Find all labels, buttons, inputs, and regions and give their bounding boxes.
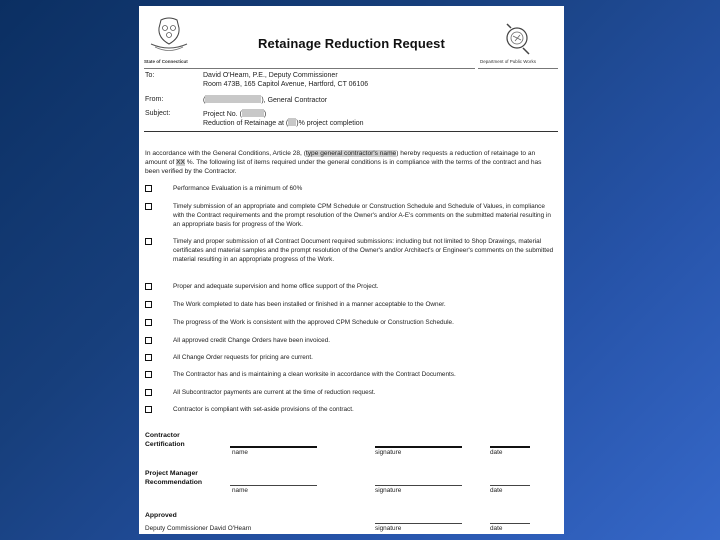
approver-signature-line[interactable] [375,523,462,524]
intro-text-1: In accordance with the General Conditions, Article 28, ( [145,150,306,157]
header-divider [144,68,558,69]
approved-heading: Approved [145,512,177,519]
checkbox[interactable] [145,337,152,344]
checkbox[interactable] [145,389,152,396]
contractor-signature-line[interactable] [375,446,462,448]
state-seal-caption: State of Connecticut [144,59,188,64]
checkbox[interactable] [145,301,152,308]
document-title: Retainage Reduction Request [258,36,445,51]
intro-text-2: ) hereby requests a reduction of retainage to an amount of [145,150,536,166]
subject-label: Subject: [145,110,171,117]
signature-label: signature [375,525,402,532]
from-prefix: ( [203,97,206,104]
contractor-heading-2: Certification [145,441,185,448]
from-suffix: ), General Contractor [261,97,328,104]
retainage-prefix: Reduction of Retainage at ( [203,120,289,127]
signature-label: signature [375,487,402,494]
document-page: State of Connecticut Department of Public Works Retainage Reduction Request To: David O'Hearn, P.E., Deputy Commissioner Room 473B, 165 Capitol Avenue, Hartford, CT 06106 From: ( ), General Contractor Subject: Project No. ( ) Reduction of Retainage at ( )% project completion In accordance with the General Conditions, Article 28, (type general contractor's name) hereby requests a reduction of retainage to an amount of XX %. The following list of items required under the general conditions is in compliance with the terms of the contract and has been verified by the Contractor. Performance Evaluation is a minimum of 60% Timely submission of an appropriate and complete CPM Schedule or Construction Schedule and Schedule of Values, in compliance with the Contract requirements and the prompt resolution of the Owner's and/or A-E's comments on the submitted material resulting in an appropriate basis for progress of the Work. Timely and proper submission of all Contract Document required submissions: including but not limited to Shop Drawings, material certificates and material samples and the prompt resolution of the Owner's and/or Architect's or Engineer's comments on the submitted material resulting in an appropriate progress of the Work. Proper and adequate supervision and home office support of the Project. The Work completed to date has been installed or finished in a manner acceptable to the Owner. The progress of the Work is consistent with the approved CPM Schedule or Construction Schedule. All approved credit Change Orders have been invoiced. All Change Order requests for pricing are current. The Contractor has and is maintaining a clean worksite in accordance with the Contract Documents. All Subcontractor payments are current at the time of reduction request. Contractor is compliant with set-aside provisions of the contract. Contractor Certification name signature date Project Manager Recommendation name signature date Approved Deputy Commissioner David O'Hearn signature date [139,6,564,534]
subject-line-2 [203,118,364,129]
contractor-name-line[interactable] [230,446,317,448]
pm-signature-line[interactable] [375,485,462,486]
project-no-prefix: Project No. ( [203,111,242,118]
checkbox[interactable] [145,283,152,290]
intro-text-3: %. The following list of items required under the general conditions is in compliance with the terms of the contract and has been verified by the Contractor. [145,159,542,175]
signature-label: signature [375,449,402,456]
retainage-suffix: )% project completion [296,120,364,127]
pm-heading-2: Recommendation [145,479,203,486]
checkbox[interactable] [145,354,152,361]
contractor-date-line[interactable] [490,446,530,448]
date-label: date [490,525,503,532]
checkbox[interactable] [145,371,152,378]
to-line-1: David O'Hearn, P.E., Deputy Commissioner [203,72,338,79]
from-value [203,95,327,106]
from-label: From: [145,96,164,103]
pm-heading-1: Project Manager [145,470,198,477]
checkbox[interactable] [145,406,152,413]
checkbox[interactable] [145,238,152,245]
date-label: date [490,487,503,494]
intro-paragraph [145,149,557,176]
checkbox[interactable] [145,203,152,210]
pm-date-line[interactable] [490,485,530,486]
approver-date-line[interactable] [490,523,530,524]
approver-name: Deputy Commissioner David O'Hearn [145,525,252,532]
project-no-suffix: ) [263,111,267,118]
project-no-field[interactable] [242,109,267,118]
to-label: To: [145,72,155,79]
pm-name-line[interactable] [230,485,317,486]
name-label: name [232,487,248,494]
name-label: name [232,449,248,456]
date-label: date [490,449,503,456]
retainage-amount-field[interactable]: XX [176,159,185,166]
contractor-heading-1: Contractor [145,432,180,439]
checkbox[interactable] [145,185,152,192]
to-line-2: Room 473B, 165 Capitol Avenue, Hartford, CT 06106 [203,81,369,88]
body-divider [144,131,558,132]
checkbox[interactable] [145,319,152,326]
dpw-seal-caption: Department of Public Works [480,59,536,64]
contractor-name-field[interactable]: type general contractor's name [305,150,397,157]
from-redacted-field[interactable] [205,95,261,103]
